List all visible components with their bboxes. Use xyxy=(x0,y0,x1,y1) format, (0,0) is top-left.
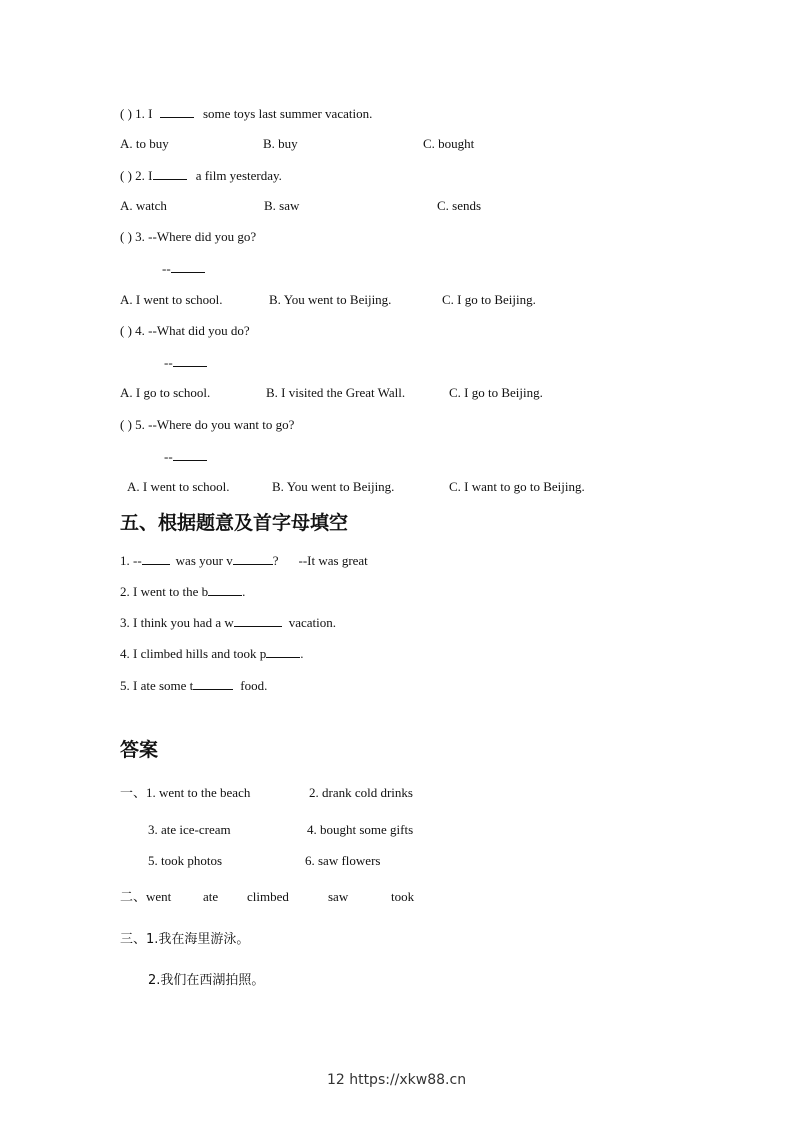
question-5-response xyxy=(164,448,207,465)
answer-word: ate xyxy=(203,889,219,904)
question-5-option-c: C. I want to go to Beijing. xyxy=(449,479,585,494)
answer-blank xyxy=(160,105,194,118)
question-2-stem-end: a film yesterday. xyxy=(195,168,282,183)
fill-5 xyxy=(120,677,267,694)
answer-prefix: 三、 xyxy=(120,932,147,947)
fill-text: vacation. xyxy=(288,615,337,630)
answer-prefix: 二、 xyxy=(120,890,147,905)
answer-2-row xyxy=(120,889,171,906)
question-4-option-c: C. I go to Beijing. xyxy=(449,385,543,400)
answer-blank xyxy=(142,552,170,565)
answer-word: climbed xyxy=(247,889,289,904)
answer-item: 3. ate ice-cream xyxy=(148,822,231,837)
answer-prefix: 一、 xyxy=(120,786,147,801)
fill-text: was your v xyxy=(175,553,233,568)
dash: -- xyxy=(162,261,171,276)
answer-word: took xyxy=(391,889,415,904)
answer-1-row-1 xyxy=(120,785,250,802)
answer-3-row-1 xyxy=(120,931,249,948)
answer-word: saw xyxy=(328,889,349,904)
question-3-option-a: A. I went to school. xyxy=(120,292,223,307)
question-4-option-a: A. I go to school. xyxy=(120,385,211,400)
question-3-option-b: B. You went to Beijing. xyxy=(269,292,392,307)
question-2-option-c: C. sends xyxy=(437,198,482,213)
question-4: ( ) 4. --What did you do? xyxy=(120,323,250,338)
answer-blank xyxy=(234,614,282,627)
fill-text: --It was great xyxy=(298,553,368,568)
answer-sentence: 2.我们在西湖拍照。 xyxy=(148,973,265,988)
page-footer: 12 https://xkw88.cn xyxy=(326,1072,467,1088)
question-1-option-a: A. to buy xyxy=(120,136,169,151)
question-3-option-c: C. I go to Beijing. xyxy=(442,292,536,307)
answer-word: went xyxy=(146,889,172,904)
fill-text: 5. I ate some t xyxy=(120,678,194,693)
fill-3 xyxy=(120,614,336,631)
fill-4 xyxy=(120,645,303,662)
fill-2 xyxy=(120,583,245,600)
fill-text: 3. I think you had a w xyxy=(120,615,234,630)
answer-blank xyxy=(233,552,273,565)
answer-blank xyxy=(173,354,207,367)
fill-text: 1. -- xyxy=(120,553,142,568)
answer-blank xyxy=(171,260,205,273)
question-2-stem: ( ) 2. I xyxy=(120,168,153,183)
answer-item: 1. went to the beach xyxy=(146,785,251,800)
answer-item: 2. drank cold drinks xyxy=(309,785,413,800)
answer-item: 6. saw flowers xyxy=(305,853,381,868)
dash: -- xyxy=(164,355,173,370)
dash: -- xyxy=(164,449,173,464)
fill-1 xyxy=(120,552,368,569)
question-5-option-a: A. I went to school. xyxy=(127,479,230,494)
question-5: ( ) 5. --Where do you want to go? xyxy=(120,417,295,432)
question-1-stem-end: some toys last summer vacation. xyxy=(203,106,373,121)
fill-text: . xyxy=(300,646,304,661)
answer-blank xyxy=(153,167,187,180)
question-5-option-b: B. You went to Beijing. xyxy=(272,479,395,494)
answer-sentence: 1.我在海里游泳。 xyxy=(146,932,250,947)
fill-text: . xyxy=(242,584,246,599)
question-3: ( ) 3. --Where did you go? xyxy=(120,229,257,244)
fill-text: 2. I went to the b xyxy=(120,584,209,599)
question-1-stem: ( ) 1. I xyxy=(120,106,153,121)
answers-heading: 答案 xyxy=(120,739,159,761)
question-4-response xyxy=(164,354,207,371)
section-5-heading: 五、根据题意及首字母填空 xyxy=(120,512,349,534)
answer-blank xyxy=(208,583,242,596)
question-1-option-c: C. bought xyxy=(423,136,475,151)
question-1-option-b: B. buy xyxy=(263,136,298,151)
question-2-option-b: B. saw xyxy=(264,198,300,213)
answer-blank xyxy=(193,677,233,690)
answer-blank xyxy=(266,645,300,658)
answer-blank xyxy=(173,448,207,461)
question-1 xyxy=(120,105,372,122)
question-2 xyxy=(120,167,282,184)
answer-item: 5. took photos xyxy=(148,853,223,868)
fill-text: food. xyxy=(240,678,268,693)
fill-text: 4. I climbed hills and took p xyxy=(120,646,267,661)
question-3-response xyxy=(162,260,205,277)
question-2-option-a: A. watch xyxy=(120,198,167,213)
answer-item: 4. bought some gifts xyxy=(307,822,414,837)
question-4-option-b: B. I visited the Great Wall. xyxy=(266,385,406,400)
fill-text: ? xyxy=(272,553,279,568)
